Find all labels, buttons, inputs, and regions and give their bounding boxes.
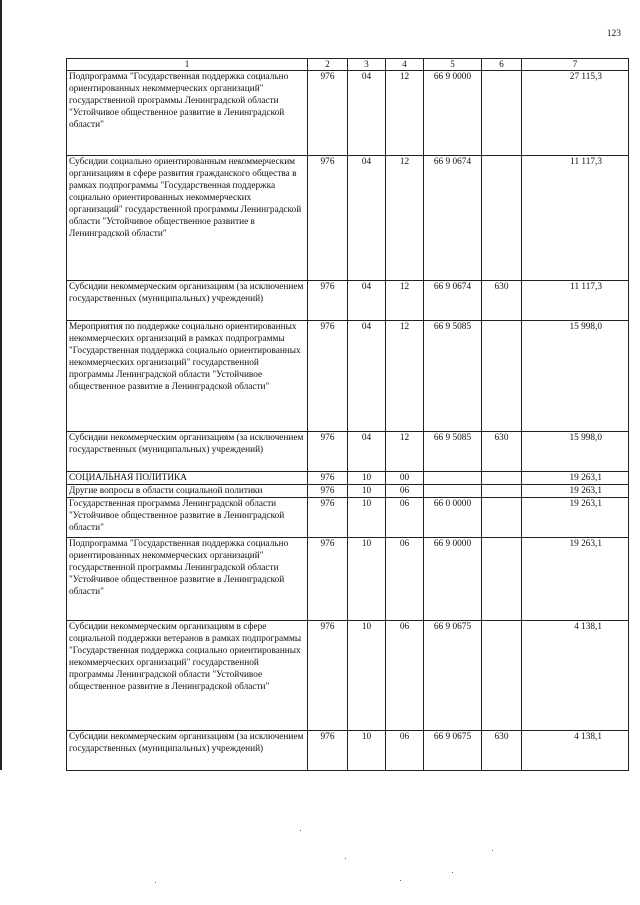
cell-admin-code: 976 <box>308 321 348 432</box>
row-name: СОЦИАЛЬНАЯ ПОЛИТИКА <box>67 472 308 485</box>
row-name: Мероприятия по поддержке социально ориентированных некоммерческих организаций в рамках подпрограммы "Государственная поддержка социально ориентированных некоммерческих организаций" государственной программы Ленинградской области "Устойчивое общественное развитие в Ленинградской области" <box>67 321 308 432</box>
cell-subsection: 12 <box>386 156 424 281</box>
cell-expense-type <box>482 156 522 281</box>
cell-admin-code: 976 <box>308 472 348 485</box>
scan-speck <box>492 850 493 851</box>
cell-amount: 27 115,3 <box>522 71 629 156</box>
row-name: Другие вопросы в области социальной политики <box>67 485 308 498</box>
cell-target-article: 66 9 0674 <box>424 156 482 281</box>
cell-section: 10 <box>348 621 386 731</box>
header-row <box>67 59 629 71</box>
cell-expense-type <box>482 71 522 156</box>
table-row <box>67 321 629 432</box>
cell-admin-code: 976 <box>308 156 348 281</box>
cell-amount: 15 998,0 <box>522 321 629 432</box>
table-row <box>67 731 629 771</box>
cell-subsection: 12 <box>386 281 424 321</box>
table-row <box>67 432 629 472</box>
cell-admin-code: 976 <box>308 71 348 156</box>
cell-target-article: 66 9 0000 <box>424 538 482 621</box>
scan-speck <box>400 880 401 881</box>
scan-speck <box>345 858 346 859</box>
cell-target-article: 66 9 0675 <box>424 731 482 771</box>
cell-admin-code: 976 <box>308 621 348 731</box>
cell-expense-type <box>482 472 522 485</box>
cell-expense-type: 630 <box>482 432 522 472</box>
row-name: Субсидии некоммерческим организациям (за исключением государственных (муниципальных) учреждений) <box>67 432 308 472</box>
cell-target-article <box>424 472 482 485</box>
cell-amount: 19 263,1 <box>522 472 629 485</box>
scan-speck <box>155 882 156 883</box>
cell-subsection: 06 <box>386 621 424 731</box>
cell-target-article: 66 9 0674 <box>424 281 482 321</box>
row-name: Подпрограмма "Государственная поддержка социально ориентированных некоммерческих организаций" государственной программы Ленинградской области "Устойчивое общественное развитие в Ленинградской области" <box>67 538 308 621</box>
cell-target-article <box>424 485 482 498</box>
cell-amount: 4 138,1 <box>522 731 629 771</box>
cell-section: 04 <box>348 71 386 156</box>
cell-admin-code: 976 <box>308 538 348 621</box>
col-header-6: 6 <box>482 59 522 71</box>
col-header-3: 3 <box>348 59 386 71</box>
cell-subsection: 06 <box>386 538 424 621</box>
cell-expense-type <box>482 538 522 621</box>
table-row <box>67 621 629 731</box>
page-number: 123 <box>606 29 621 39</box>
cell-target-article: 66 0 0000 <box>424 498 482 538</box>
cell-section: 10 <box>348 498 386 538</box>
cell-section: 04 <box>348 281 386 321</box>
cell-expense-type <box>482 498 522 538</box>
cell-target-article: 66 9 0675 <box>424 621 482 731</box>
col-header-1: 1 <box>67 59 308 71</box>
cell-amount: 11 117,3 <box>522 281 629 321</box>
col-header-2: 2 <box>308 59 348 71</box>
cell-target-article: 66 9 0000 <box>424 71 482 156</box>
row-name: Субсидии социально ориентированным некоммерческим организациям в сфере развития гражданского общества в рамках подпрограммы "Государственная поддержка социально ориентированных некоммерческих организаций" государственной программы Ленинградской области "Устойчивое общественное развитие в Ленинградской области" <box>67 156 308 281</box>
cell-amount: 19 263,1 <box>522 498 629 538</box>
cell-section: 04 <box>348 321 386 432</box>
scan-speck <box>300 830 301 831</box>
table-row <box>67 156 629 281</box>
cell-section: 04 <box>348 432 386 472</box>
cell-admin-code: 976 <box>308 485 348 498</box>
scan-edge-mark <box>0 0 2 770</box>
cell-section: 10 <box>348 472 386 485</box>
cell-admin-code: 976 <box>308 731 348 771</box>
cell-expense-type <box>482 321 522 432</box>
col-header-7: 7 <box>522 59 629 71</box>
cell-admin-code: 976 <box>308 498 348 538</box>
table-row <box>67 538 629 621</box>
row-name: Субсидии некоммерческим организациям (за исключением государственных (муниципальных) учреждений) <box>67 731 308 771</box>
table-row <box>67 281 629 321</box>
cell-expense-type <box>482 621 522 731</box>
cell-section: 10 <box>348 731 386 771</box>
cell-section: 10 <box>348 485 386 498</box>
cell-target-article: 66 9 5085 <box>424 321 482 432</box>
cell-section: 04 <box>348 156 386 281</box>
row-name: Субсидии некоммерческим организациям в сфере социальной поддержки ветеранов в рамках подпрограммы "Государственная поддержка социально ориентированных некоммерческих организаций" государственной программы Ленинградской области "Устойчивое общественное развитие в Ленинградской области" <box>67 621 308 731</box>
cell-subsection: 06 <box>386 731 424 771</box>
table-row <box>67 485 629 498</box>
cell-amount: 19 263,1 <box>522 538 629 621</box>
cell-amount: 19 263,1 <box>522 485 629 498</box>
cell-subsection: 12 <box>386 71 424 156</box>
cell-expense-type <box>482 485 522 498</box>
row-name: Государственная программа Ленинградской области "Устойчивое общественное развитие в Ленинградской области" <box>67 498 308 538</box>
row-name: Субсидии некоммерческим организациям (за исключением государственных (муниципальных) учреждений) <box>67 281 308 321</box>
cell-subsection: 06 <box>386 485 424 498</box>
table-row <box>67 498 629 538</box>
table-row <box>67 472 629 485</box>
scan-speck <box>452 872 453 873</box>
cell-subsection: 06 <box>386 498 424 538</box>
table-row <box>67 71 629 156</box>
row-name: Подпрограмма "Государственная поддержка социально ориентированных некоммерческих организаций" государственной программы Ленинградской области "Устойчивое общественное развитие в Ленинградской области" <box>67 71 308 156</box>
cell-target-article: 66 9 5085 <box>424 432 482 472</box>
cell-subsection: 00 <box>386 472 424 485</box>
cell-amount: 15 998,0 <box>522 432 629 472</box>
col-header-5: 5 <box>424 59 482 71</box>
cell-subsection: 12 <box>386 321 424 432</box>
cell-expense-type: 630 <box>482 281 522 321</box>
cell-admin-code: 976 <box>308 432 348 472</box>
cell-expense-type: 630 <box>482 731 522 771</box>
cell-subsection: 12 <box>386 432 424 472</box>
cell-amount: 11 117,3 <box>522 156 629 281</box>
cell-amount: 4 138,1 <box>522 621 629 731</box>
budget-table <box>66 58 629 771</box>
cell-admin-code: 976 <box>308 281 348 321</box>
cell-section: 10 <box>348 538 386 621</box>
col-header-4: 4 <box>386 59 424 71</box>
